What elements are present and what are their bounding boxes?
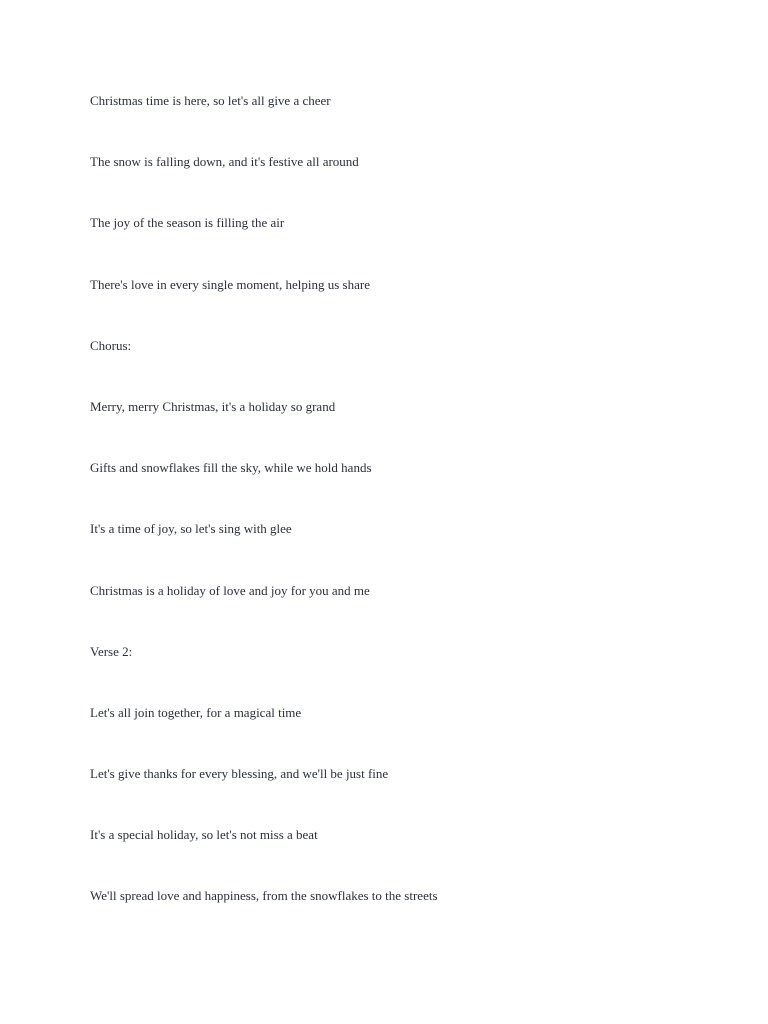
lyric-line: The joy of the season is filling the air — [90, 215, 285, 231]
lyric-line: Merry, merry Christmas, it's a holiday so grand — [90, 398, 336, 414]
lyric-line: There's love in every single moment, helping us share — [90, 276, 370, 292]
lyric-line: It's a time of joy, so let's sing with glee — [90, 521, 292, 537]
lyric-line: The snow is falling down, and it's festive all around — [90, 154, 359, 170]
lyric-line: Christmas time is here, so let's all give a cheer — [90, 93, 331, 108]
lyric-line: Christmas is a holiday of love and joy for you and me — [90, 582, 370, 598]
section-heading-chorus: Chorus: — [90, 337, 132, 353]
lyric-line: Let's give thanks for every blessing, and we'll be just fine — [90, 766, 389, 782]
lyric-line: We'll spread love and happiness, from the snowflakes to the streets — [90, 888, 438, 904]
lyric-line: Let's all join together, for a magical time — [90, 704, 302, 720]
lyric-line: Gifts and snowflakes fill the sky, while we hold hands — [90, 460, 372, 476]
lyrics-list — [90, 91, 438, 948]
lyric-line: It's a special holiday, so let's not miss a beat — [90, 827, 318, 843]
section-heading-verse-2: Verse 2: — [90, 643, 133, 659]
